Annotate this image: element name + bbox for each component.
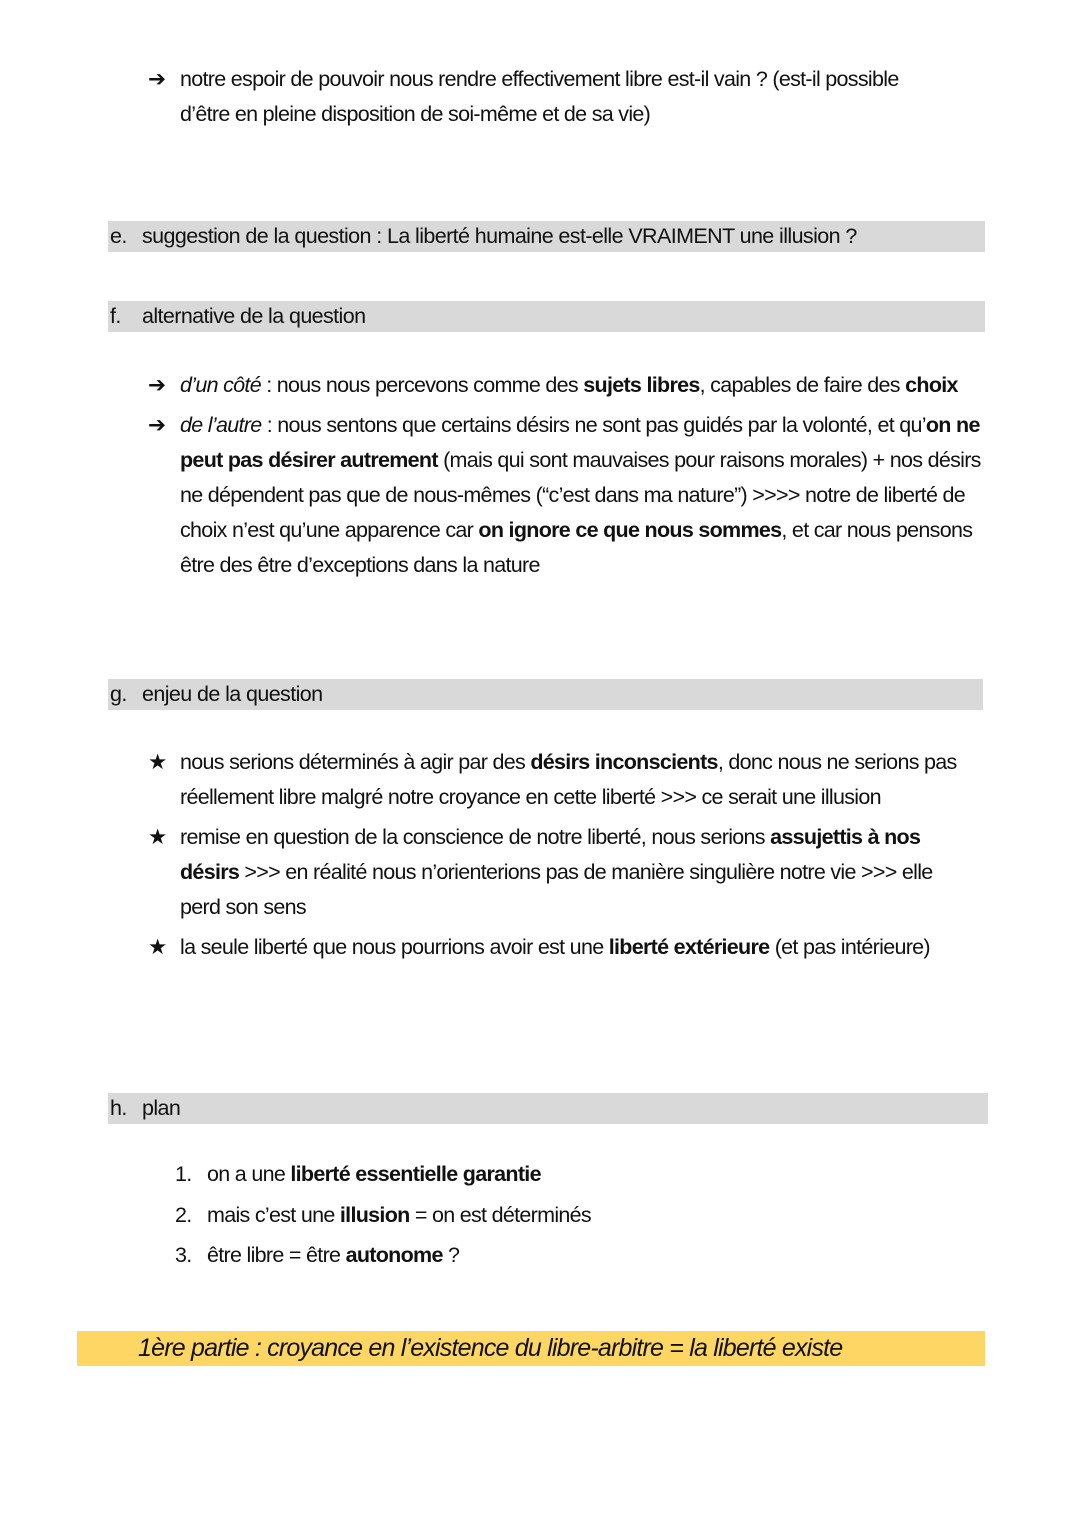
section-title: enjeu de la question: [142, 682, 323, 706]
list-item: [175, 1235, 875, 1276]
list-item: [175, 1154, 875, 1195]
text: ?: [442, 1243, 460, 1267]
star-bullet-icon: ★: [148, 825, 167, 849]
section-f-heading: [108, 301, 985, 332]
list-item: [148, 368, 993, 403]
list-number: 2.: [175, 1202, 192, 1227]
text: nous serions déterminés à agir par des: [180, 750, 531, 774]
text: (et pas intérieure): [769, 935, 930, 959]
italic-text: d’un côté: [180, 373, 261, 397]
text: , et car nous pensons être des être d’exceptions dans la nature: [180, 518, 973, 577]
bold-text: choix: [905, 373, 958, 397]
list-item: [148, 820, 978, 925]
bold-text: illusion: [339, 1202, 410, 1227]
text: : nous nous percevons comme des: [260, 373, 584, 397]
plan-list: [175, 1154, 875, 1276]
bold-text: liberté extérieure: [608, 935, 770, 959]
text: : nous sentons que certains désirs ne sont pas guidés par la volonté, et qu’: [261, 413, 926, 437]
section-f-list: [148, 368, 993, 588]
section-letter: h.: [110, 1096, 127, 1120]
section-h-heading: [108, 1093, 988, 1124]
section-title: alternative de la question: [142, 304, 366, 328]
part-heading: [77, 1331, 985, 1366]
bold-text: sujets libres: [583, 373, 700, 397]
text: (mais qui sont mauvaises pour raisons morales) + nos désirs ne dépendent pas que de nous-mêmes (“c’est dans ma nature”) >>>> notre de liberté de choix n’est qu’une apparence car: [180, 448, 981, 542]
list-number: 1.: [175, 1162, 192, 1186]
list-item: [148, 62, 948, 132]
list-item: [148, 408, 993, 583]
text: mais c’est une: [207, 1202, 340, 1227]
text: , donc nous ne serions pas réellement libre malgré notre croyance en cette liberté >>> ce serait une illusion: [180, 750, 957, 809]
text: on a une: [207, 1162, 291, 1186]
arrow-bullet-icon: ➔: [148, 67, 166, 91]
list-number: 3.: [175, 1243, 192, 1267]
bold-text: liberté essentielle garantie: [290, 1162, 541, 1186]
bold-text: autonome: [345, 1243, 443, 1267]
star-bullet-icon: ★: [148, 750, 167, 774]
text: = on est déterminés: [409, 1202, 591, 1227]
section-title: suggestion de la question : La liberté humaine est-elle VRAIMENT une illusion ?: [142, 224, 857, 248]
list-item: [148, 930, 978, 965]
text: remise en question de la conscience de notre liberté, nous serions: [180, 825, 771, 849]
star-bullet-icon: ★: [148, 935, 167, 959]
text: notre espoir de pouvoir nous rendre effectivement libre est-il vain ? (est-il possible d’être en pleine disposition de soi-même et de sa vie): [180, 67, 899, 126]
intro-list: [148, 62, 948, 137]
arrow-bullet-icon: ➔: [148, 373, 166, 397]
section-g-heading: [108, 679, 983, 710]
bold-text: on ignore ce que nous sommes: [478, 518, 782, 542]
part-heading-text: 1ère partie : croyance en l’existence du libre-arbitre = la liberté existe: [138, 1334, 843, 1362]
arrow-bullet-icon: ➔: [148, 413, 166, 437]
text: la seule liberté que nous pourrions avoir est une: [180, 935, 609, 959]
section-letter: e.: [110, 224, 127, 248]
bold-text: assujettis à nos désirs: [180, 825, 921, 884]
bold-text: on ne peut pas désirer autrement: [180, 413, 980, 472]
text: , capables de faire des: [699, 373, 906, 397]
list-item: [148, 745, 978, 815]
section-letter: f.: [110, 304, 121, 328]
list-item: [175, 1195, 875, 1236]
text: >>> en réalité nous n’orienterions pas de manière singulière notre vie >>> elle perd son sens: [180, 860, 933, 919]
bold-text: désirs inconscients: [530, 750, 718, 774]
section-letter: g.: [110, 682, 127, 706]
italic-text: de l’autre: [180, 413, 262, 437]
text: être libre = être: [207, 1243, 346, 1267]
section-g-list: [148, 745, 978, 970]
section-title: plan: [142, 1096, 181, 1120]
section-e-heading: [108, 221, 985, 252]
